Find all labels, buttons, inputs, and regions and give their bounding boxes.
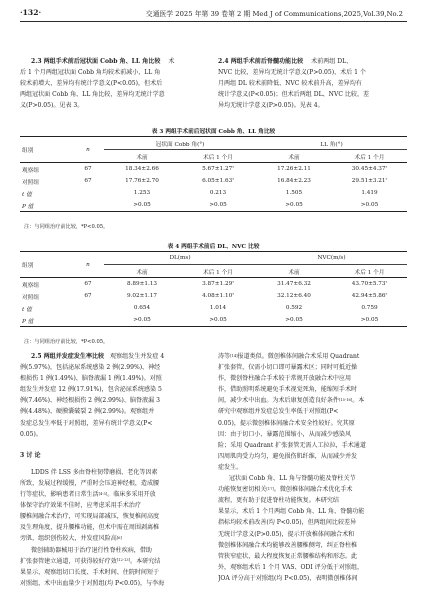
body-line: 管狭窄症状，最大程度恢复正常腰椎结构和形态。此 — [218, 552, 358, 560]
table-row — [20, 314, 407, 327]
significance-mark: * — [385, 165, 388, 170]
section-2-5-heading — [20, 351, 210, 362]
table-4-caption: 表 4 两组手术前后 DL、NVC 比较 — [167, 244, 260, 250]
body-line: 0.05)，提示微创椎体间融合术安全性较好。究其原 — [218, 419, 355, 427]
table-4-subheader-post: 术后 1 个月 — [180, 265, 256, 278]
body-text: 行等症状，影响患者日常生活 — [20, 491, 99, 499]
body-line: 症发生。 — [218, 463, 243, 471]
section-2-5-title: 2.5 两组并发症发生率比较 — [31, 353, 105, 360]
significance-mark: * — [232, 177, 234, 182]
left-column-top — [20, 56, 210, 111]
body-line — [218, 484, 408, 495]
table-cell — [180, 175, 256, 187]
table-cell: 0.654 — [133, 305, 151, 311]
section-2-4-title: 2.4 两组手术前后脊髓功能比较 — [218, 58, 304, 65]
table-cell: 1.505 — [285, 190, 303, 196]
body-line: 微创辅助器械用于治疗退行性脊柱疾病，借助 — [31, 546, 152, 554]
table-4-header-nvc: NVC(m/s) — [256, 252, 407, 265]
table-cell: 0.213 — [209, 190, 227, 196]
body-line: 月两组 DL 较术前降低、NVC 较术前升高，差异均有 — [218, 80, 362, 88]
table-cell: 17.76±2.70 — [125, 178, 159, 184]
table-cell: >0.05 — [180, 314, 256, 327]
right-column-bottom — [218, 351, 408, 584]
table-cell: 1.253 — [133, 190, 151, 196]
citation: [15-16] — [338, 398, 353, 403]
table-3-subheader-post: 术后 1 个月 — [332, 150, 407, 163]
table-cell-group: t 值 — [22, 191, 32, 198]
body-line: 果显示，观察组切口长度、手术时间、住院时间短于 — [20, 568, 160, 576]
section-2-4-heading — [218, 56, 408, 67]
journal-header: 交通医学 2025 年第 39 卷第 2 期 Med J of Communications,2025,Vol.39,No.2 — [145, 10, 403, 18]
body-line: 两组冠状面 Cobb 角、LL 角比较，差异均无统计学意 — [20, 91, 165, 99]
table-cell: >0.05 — [332, 314, 407, 327]
table-4 — [20, 251, 407, 327]
table-row — [20, 278, 407, 291]
table-4-subheader-pre: 术前 — [104, 265, 180, 278]
table-cell: 1.419 — [361, 190, 378, 196]
body-line: 作，微创脊柱融合手术较于常规开放融合术中应用 — [218, 375, 352, 383]
cell-value: 43.70±5.73 — [351, 281, 386, 287]
body-text: 报道类似。微创椎体间融合术采用 Quadrant — [237, 353, 360, 360]
table-cell-group: 对照组 — [22, 294, 40, 301]
table-row — [20, 163, 407, 176]
body-text: 间，减少术中出血。为术后康复创造良好条件 — [218, 397, 339, 405]
table-cell: >0.05 — [180, 199, 256, 212]
body-line — [20, 533, 210, 544]
body-text: 。本研究结 — [130, 557, 161, 565]
table-row — [20, 302, 407, 314]
citation: [14] — [230, 353, 238, 358]
table-4-subheader-post: 术后 1 个月 — [332, 265, 407, 278]
significance-mark: * — [385, 292, 388, 297]
table-cell-group: 对照组 — [22, 179, 40, 186]
table-cell-n — [72, 314, 104, 327]
table-cell: 1.014 — [209, 305, 227, 311]
table-cell-n: 67 — [84, 281, 92, 287]
table-3-caption: 表 3 两组手术前后冠状面 Cobb 角、LL 角比较 — [151, 129, 276, 135]
cell-value: 42.94±5.86 — [351, 293, 386, 299]
body-text: 扩张套管建立通道，可获得较好疗效 — [20, 557, 117, 565]
table-cell-group: 观察组 — [22, 167, 40, 174]
table-cell-n — [72, 302, 104, 314]
table-row — [20, 175, 407, 187]
table-cell-n — [72, 187, 104, 199]
body-line: 果显示，术后 1 个月两组 Cobb 角、LL 角、脊髓功能 — [218, 508, 365, 516]
citation: [4-5] — [98, 491, 108, 496]
significance-mark: * — [232, 280, 234, 285]
citation: [6] — [116, 536, 122, 541]
table-cell-n: 67 — [84, 166, 92, 172]
body-line: 微创椎体间融合术均能够改善腰椎侧弯，纠正脊柱椎 — [218, 541, 358, 549]
body-line: LDDS 伴 LSS 多由脊柱韧带磨损、老化等因素 — [31, 468, 158, 476]
body-line: 因：由于切口小、暴露范围缩小，从而减少感染风 — [218, 430, 352, 438]
table-cell — [180, 290, 256, 302]
table-cell-n: 67 — [84, 178, 92, 184]
table-row — [20, 290, 407, 302]
table-3-header-cobb: 冠状面 Cobb 角(°) — [104, 137, 256, 150]
table-cell — [180, 163, 256, 176]
body-line: 及生理角度，提升腰椎功能，但术中需在周围剥离椎 — [20, 524, 160, 532]
cell-value: 4.08±1.10 — [202, 293, 233, 299]
body-text: 。微创椎体间融合术优化手术 — [273, 486, 353, 494]
table-cell: >0.05 — [332, 199, 407, 212]
significance-mark: * — [232, 292, 234, 297]
table-cell-n: 67 — [84, 293, 92, 299]
table-cell: 32.12±6.40 — [277, 293, 311, 299]
body-line: 后 1 个月两组冠状面 Cobb 角均较术前减小，LL 角 — [20, 69, 161, 77]
table-cell: 9.02±1.17 — [126, 293, 158, 299]
table-3-header-n: n — [72, 137, 104, 163]
body-line: 腰椎间融合术治疗，可实现局部减压，恢复椎间高度 — [20, 513, 160, 521]
table-cell — [332, 163, 407, 176]
body-line: 体保守治疗效果不佳时，应考虑采用手术治疗 — [20, 502, 141, 510]
body-line: 0.05)。 — [20, 430, 42, 438]
body-line: 对照组，术中出血量少于对照组(均 P<0.05)，与李海 — [20, 579, 165, 587]
citation: [17] — [266, 486, 274, 491]
table-cell: 8.89±1.13 — [126, 281, 158, 287]
section-2-4-title-tail: 术前两组 DL、 — [311, 58, 353, 65]
body-line: 例(4.48%)、硬膜囊破裂 2 例(2.99%)。观察组并 — [20, 408, 155, 416]
table-3-header-group: 组别 — [20, 137, 72, 163]
table-cell: 16.84±2.23 — [277, 178, 311, 184]
table-cell: >0.05 — [256, 314, 332, 327]
body-line: 作，借助照明系统避免手术视觉死角，能缩短手术时 — [218, 386, 358, 394]
significance-mark: * — [232, 165, 234, 170]
table-3 — [20, 136, 407, 212]
body-line: 研究中观察组并发症总发生率低于对照组(P< — [218, 408, 339, 416]
body-line: 所致，发展过程缓慢，严重时会压迫神经根，造成腰 — [20, 479, 160, 487]
body-line: 例(7.46%)、神经根损伤 2 例(2.99%)、脑脊液漏 3 — [20, 397, 160, 405]
page-number: ·132· — [20, 8, 42, 17]
table-cell — [332, 290, 407, 302]
body-line — [20, 556, 210, 567]
section-2-3-title-tail: 术 — [168, 58, 175, 65]
section-2-3-heading — [20, 56, 210, 67]
table-4-header-n: n — [72, 252, 104, 278]
body-line: NVC 比较，差异均无统计学意义(P>0.05)，术后 1 个 — [218, 69, 366, 77]
body-line: 较术前增大，差异均有统计学意义(P<0.05)，但术后 — [20, 80, 163, 88]
body-line: 扩张套管，仅需小切口即可暴露术区；同时可抵近操 — [218, 364, 358, 372]
section-2-5-title-tail: 观察组发生并发症 4 — [110, 353, 165, 360]
table-row — [20, 199, 407, 212]
cell-value: 6.05±1.63 — [202, 178, 233, 184]
body-line: 异均无统计学意义(P>0.05)。见表 4。 — [218, 102, 324, 110]
body-line: 外，观察组术后 1 个月 VAS、ODI 评分低于对照组， — [218, 563, 364, 571]
table-row — [20, 187, 407, 199]
table-3-subheader-pre: 术前 — [256, 150, 332, 163]
table-cell-group: 观察组 — [22, 282, 40, 289]
body-text: 涛等 — [218, 353, 231, 360]
table-cell-group: t 值 — [22, 306, 32, 313]
body-line: 冠状面 Cobb 角、LL 角与脊髓功能及脊柱关节 — [229, 475, 356, 483]
table-cell-n — [72, 199, 104, 212]
body-line: 组发生并发症 12 例(17.91%)，包含泌尿系统感染 5 — [20, 386, 162, 394]
table-cell: >0.05 — [256, 199, 332, 212]
table-4-note: 注：与同组治疗前比较，*P<0.05。 — [24, 339, 109, 345]
left-column-bottom — [20, 351, 210, 589]
table-3-subheader-post: 术后 1 个月 — [180, 150, 256, 163]
table-cell — [180, 278, 256, 291]
table-3-note: 注：与同组治疗前比较，*P<0.05。 — [24, 224, 109, 230]
body-line — [20, 489, 210, 500]
significance-mark: * — [385, 177, 388, 182]
significance-mark: * — [385, 280, 388, 285]
body-line: 发症总发生率低于对照组，差异有统计学意义(P< — [20, 419, 153, 427]
table-4-subheader-pre: 术前 — [256, 265, 332, 278]
table-cell — [332, 175, 407, 187]
table-cell: >0.05 — [104, 314, 180, 327]
header-rule — [20, 21, 407, 22]
table-cell: 0.592 — [285, 305, 303, 311]
body-line: 险；采用 Quadrant 扩张套管无需人工拉拉，手术通道 — [218, 441, 366, 449]
table-cell: 18.34±2.66 — [125, 166, 159, 172]
table-cell: 17.26±2.11 — [277, 166, 311, 172]
table-cell-group: P 值 — [20, 314, 72, 327]
right-column-top — [218, 56, 408, 111]
table-cell: 31.47±6.32 — [277, 281, 311, 287]
table-cell: 0.759 — [361, 305, 378, 311]
table-4-header-dl: DL(ms) — [104, 252, 256, 265]
table-4-header-group: 组别 — [20, 252, 72, 278]
citation: [12-13] — [116, 558, 131, 563]
cell-value: 29.51±3.21 — [351, 178, 386, 184]
cell-value: 30.45±4.37 — [351, 166, 386, 172]
body-line: 无统计学意义(P>0.05)，提示开放椎体间融合术和 — [218, 530, 355, 538]
body-line: 指标均较术前改善(均 P<0.05)，但两组间比较差异 — [218, 519, 357, 527]
body-line: JOA 评分高于对照组(均 P<0.05)，表明微创椎体间 — [218, 574, 358, 582]
table-3-subheader-pre: 术前 — [104, 150, 180, 163]
body-text: 。本 — [352, 397, 365, 405]
body-line: 根损伤 1 例(1.49%)、脑脊液漏 1 例(1.49%)。对照 — [20, 375, 162, 383]
section-2-3-title: 2.3 两组手术前后冠状面 Cobb 角、LL 角比较 — [31, 58, 161, 65]
body-line: 流程，更有助于促进脊柱功能恢复。本研究结 — [218, 497, 339, 505]
table-cell: >0.05 — [104, 199, 180, 212]
body-text: 功能恢复密切相关 — [218, 486, 267, 494]
body-line: 例(5.97%)，包括泌尿系统感染 2 例(2.99%)、神经 — [20, 364, 161, 372]
body-line: 义(P>0.05)。见表 3。 — [20, 102, 84, 110]
table-cell-group: P 值 — [20, 199, 72, 212]
body-text: 旁肌，组织创伤较大，并发症风险高 — [20, 535, 117, 543]
body-line: 统计学意义(P<0.05)；但术后两组 DL、NVC 比较，差 — [218, 91, 370, 99]
body-text: 。临床多采用开放 — [107, 491, 156, 499]
cell-value: 5.67±1.27 — [202, 166, 233, 172]
body-line — [218, 351, 408, 362]
discussion-heading: 3 讨 论 — [20, 451, 41, 459]
body-line — [218, 395, 408, 406]
cell-value: 3.87±1.29 — [202, 281, 233, 287]
table-cell — [332, 278, 407, 291]
body-line: 四周肌肉受力均匀，避免损伤肌纤维，从而减少并发 — [218, 452, 358, 460]
table-3-header-ll: LL 角(°) — [256, 137, 407, 150]
